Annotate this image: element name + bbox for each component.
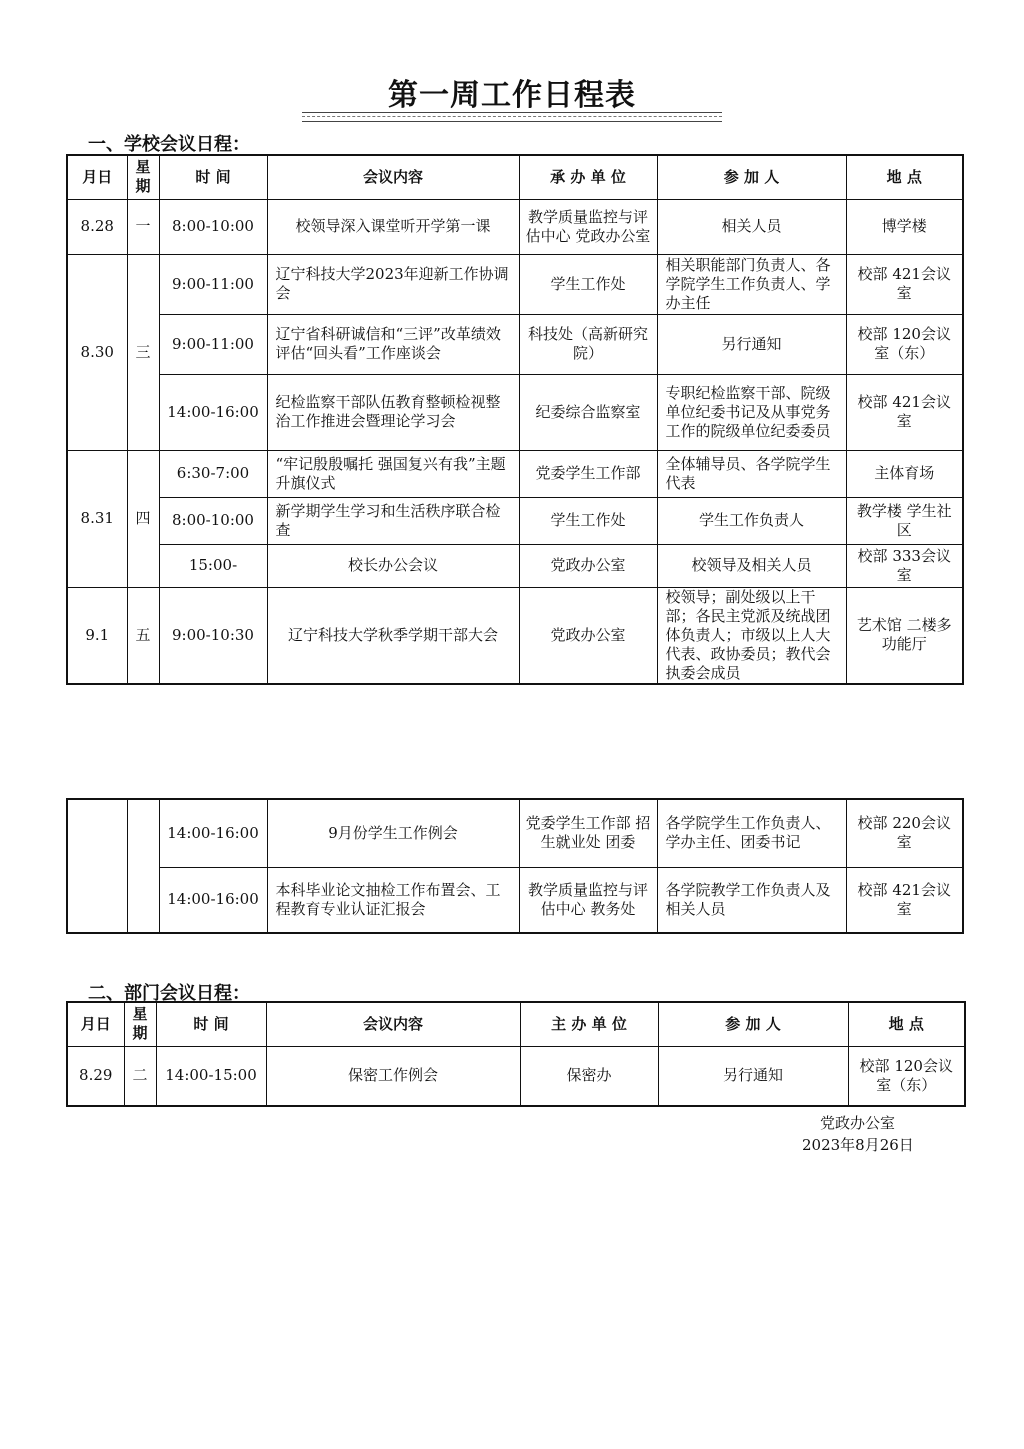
cell-attendees: 全体辅导员、各学院学生代表 <box>657 450 846 497</box>
cell-content: 保密工作例会 <box>266 1046 520 1106</box>
title-divider <box>302 112 722 122</box>
cell-location: 校部 421会议室 <box>846 254 963 314</box>
cell-time: 15:00- <box>159 544 267 587</box>
cell-content: 新学期学生学习和生活秩序联合检查 <box>267 497 519 544</box>
cell-unit: 党政办公室 <box>519 544 657 587</box>
cell-unit: 纪委综合监察室 <box>519 374 657 450</box>
cell-location: 艺术馆 二楼多功能厅 <box>846 587 963 684</box>
cell-attendees: 各学院教学工作负责人及相关人员 <box>657 867 846 933</box>
section2-heading: 二、部门会议日程： <box>88 983 250 1004</box>
cell-unit: 教学质量监控与评估中心 党政办公室 <box>519 199 657 254</box>
cell-attendees: 另行通知 <box>657 314 846 374</box>
cell-date: 8.28 <box>67 199 127 254</box>
cell-time: 6:30-7:00 <box>159 450 267 497</box>
header-weekday: 星期 <box>124 1002 156 1046</box>
header-date: 月日 <box>67 1002 124 1046</box>
table-row <box>67 374 963 450</box>
cell-date: 8.30 <box>67 254 127 450</box>
header-unit: 承 办 单 位 <box>519 155 657 199</box>
footer-date: 2023年8月26日 <box>802 1136 914 1154</box>
table-header-row <box>67 1002 965 1046</box>
header-weekday: 星期 <box>127 155 159 199</box>
header-location: 地 点 <box>846 155 963 199</box>
school-meetings-table-continued <box>66 798 964 934</box>
section1-heading: 一、学校会议日程： <box>88 134 250 155</box>
table-row <box>67 199 963 254</box>
cell-unit: 教学质量监控与评估中心 教务处 <box>519 867 657 933</box>
header-date: 月日 <box>67 155 127 199</box>
cell-location: 博学楼 <box>846 199 963 254</box>
cell-date: 8.31 <box>67 450 127 587</box>
cell-location: 校部 333会议室 <box>846 544 963 587</box>
cell-unit: 保密办 <box>520 1046 658 1106</box>
cell-content: 9月份学生工作例会 <box>267 799 519 867</box>
cell-content: 本科毕业论文抽检工作布置会、工程教育专业认证汇报会 <box>267 867 519 933</box>
cell-time: 14:00-16:00 <box>159 374 267 450</box>
header-content: 会议内容 <box>267 155 519 199</box>
cell-unit: 学生工作处 <box>519 254 657 314</box>
cell-weekday: 二 <box>124 1046 156 1106</box>
cell-weekday: 一 <box>127 199 159 254</box>
cell-date <box>67 799 127 933</box>
header-attendees: 参 加 人 <box>658 1002 848 1046</box>
cell-attendees: 专职纪检监察干部、院级单位纪委书记及从事党务工作的院级单位纪委委员 <box>657 374 846 450</box>
cell-unit: 学生工作处 <box>519 497 657 544</box>
header-time: 时 间 <box>156 1002 266 1046</box>
table-row <box>67 587 963 684</box>
cell-time: 8:00-10:00 <box>159 199 267 254</box>
cell-location: 主体育场 <box>846 450 963 497</box>
cell-time: 14:00-15:00 <box>156 1046 266 1106</box>
cell-location: 校部 220会议室 <box>846 799 963 867</box>
cell-location: 校部 120会议室（东） <box>846 314 963 374</box>
footer-office: 党政办公室 <box>820 1114 896 1132</box>
header-attendees: 参 加 人 <box>657 155 846 199</box>
cell-content: “牢记殷殷嘱托 强国复兴有我”主题升旗仪式 <box>267 450 519 497</box>
cell-content: 校长办公会议 <box>267 544 519 587</box>
cell-date: 8.29 <box>67 1046 124 1106</box>
cell-date: 9.1 <box>67 587 127 684</box>
cell-unit: 科技处（高新研究院） <box>519 314 657 374</box>
cell-time: 9:00-10:30 <box>159 587 267 684</box>
cell-attendees: 另行通知 <box>658 1046 848 1106</box>
cell-content: 辽宁科技大学2023年迎新工作协调会 <box>267 254 519 314</box>
cell-unit: 党政办公室 <box>519 587 657 684</box>
cell-time: 14:00-16:00 <box>159 799 267 867</box>
cell-attendees: 校领导；副处级以上干部；各民主党派及统战团体负责人；市级以上人大代表、政协委员；教代会执委会成员 <box>657 587 846 684</box>
cell-attendees: 校领导及相关人员 <box>657 544 846 587</box>
cell-weekday <box>127 799 159 933</box>
cell-time: 9:00-11:00 <box>159 254 267 314</box>
table-row <box>67 867 963 933</box>
table-row <box>67 497 963 544</box>
table-row <box>67 1046 965 1106</box>
page-title: 第一周工作日程表 <box>388 78 636 113</box>
department-meetings-table <box>66 1001 966 1107</box>
header-content: 会议内容 <box>266 1002 520 1046</box>
header-location: 地 点 <box>848 1002 965 1046</box>
table-row <box>67 799 963 867</box>
cell-content: 辽宁科技大学秋季学期干部大会 <box>267 587 519 684</box>
cell-time: 8:00-10:00 <box>159 497 267 544</box>
cell-weekday: 五 <box>127 587 159 684</box>
header-time: 时 间 <box>159 155 267 199</box>
cell-attendees: 相关职能部门负责人、各学院学生工作负责人、学办主任 <box>657 254 846 314</box>
cell-content: 辽宁省科研诚信和“三评”改革绩效评估“回头看”工作座谈会 <box>267 314 519 374</box>
cell-unit: 党委学生工作部 招生就业处 团委 <box>519 799 657 867</box>
cell-unit: 党委学生工作部 <box>519 450 657 497</box>
cell-attendees: 相关人员 <box>657 199 846 254</box>
table-row <box>67 544 963 587</box>
cell-location: 校部 120会议室（东） <box>848 1046 965 1106</box>
cell-weekday: 四 <box>127 450 159 587</box>
cell-time: 9:00-11:00 <box>159 314 267 374</box>
table-row <box>67 314 963 374</box>
cell-attendees: 学生工作负责人 <box>657 497 846 544</box>
cell-weekday: 三 <box>127 254 159 450</box>
table-header-row <box>67 155 963 199</box>
cell-location: 教学楼 学生社区 <box>846 497 963 544</box>
table-row <box>67 450 963 497</box>
header-unit: 主 办 单 位 <box>520 1002 658 1046</box>
table-row <box>67 254 963 314</box>
cell-time: 14:00-16:00 <box>159 867 267 933</box>
cell-attendees: 各学院学生工作负责人、学办主任、团委书记 <box>657 799 846 867</box>
cell-location: 校部 421会议室 <box>846 374 963 450</box>
cell-content: 校领导深入课堂听开学第一课 <box>267 199 519 254</box>
school-meetings-table <box>66 154 964 685</box>
cell-content: 纪检监察干部队伍教育整顿检视整治工作推进会暨理论学习会 <box>267 374 519 450</box>
cell-location: 校部 421会议室 <box>846 867 963 933</box>
